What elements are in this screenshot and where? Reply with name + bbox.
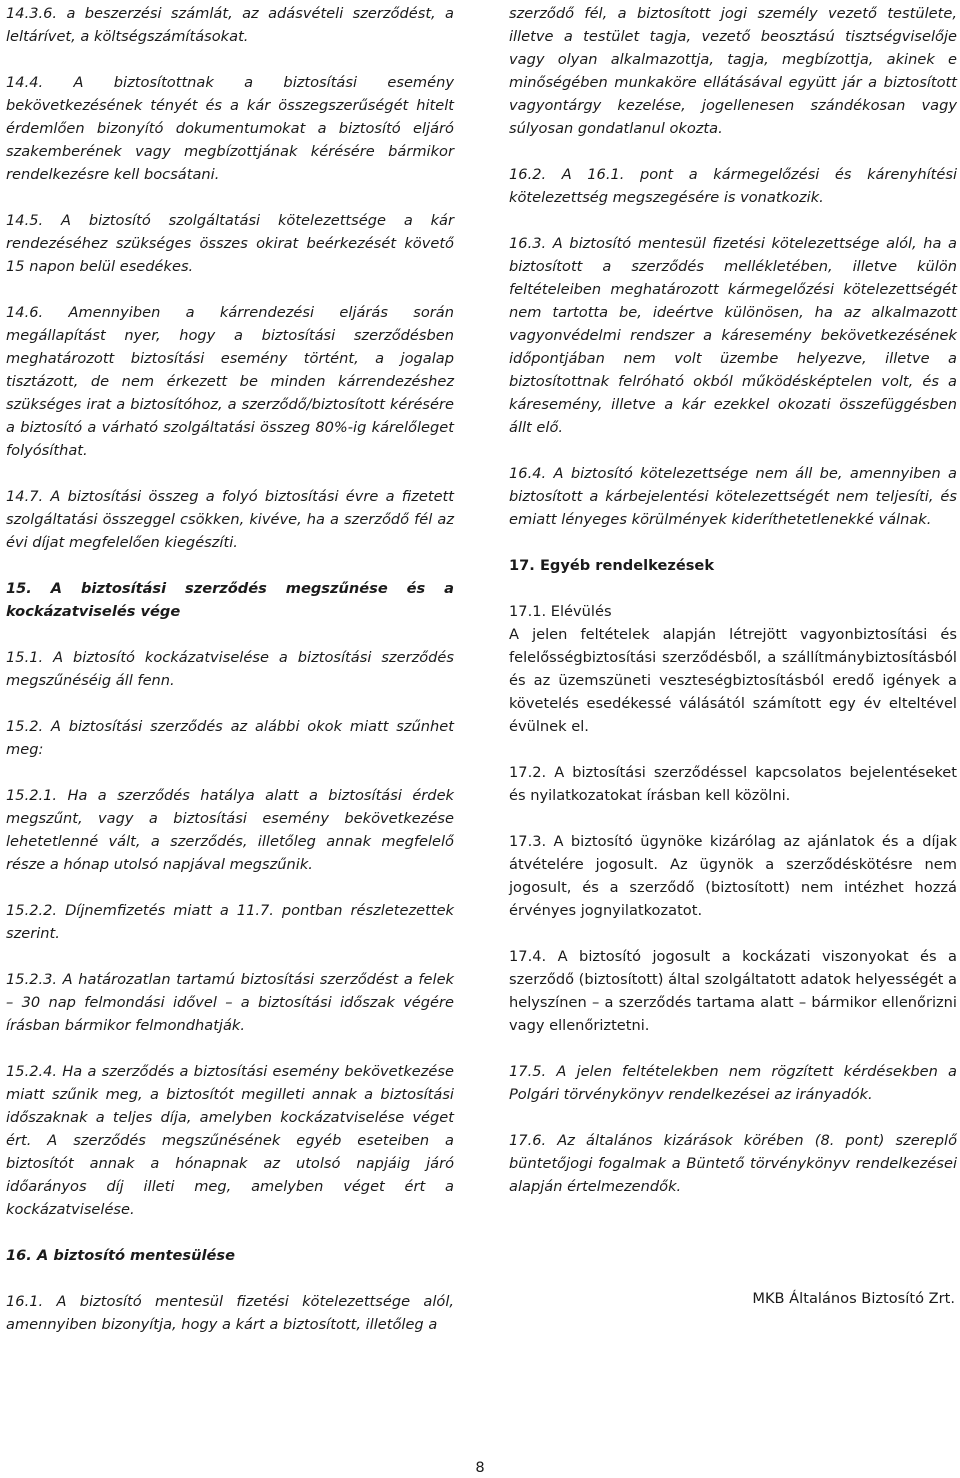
clause-body: A jelen feltételek alapján létrejött vagyonbiztosítási és felelősségbiztosítási szerződésből, a szállítmánybiztosításból és az üzemszüneti veszteségbiztosításból eredő igények a követelés esedékessé válásától számított egy év elteltével évülnek el. (509, 626, 957, 735)
clause-number: 17.5. (509, 1063, 547, 1080)
right-column (509, 2, 957, 1198)
clause-number: 14.7. (6, 488, 44, 505)
paragraph (6, 899, 454, 945)
clause-text: A biztosító szolgáltatási kötelezettsége a kár rendezéséhez szükséges összes okirat beérkezését követő 15 napon belül esedékes. (6, 212, 454, 275)
section-heading (6, 577, 454, 623)
section-heading (509, 554, 957, 577)
clause-text: A biztosítási szerződéssel kapcsolatos bejelentéseket és nyilatkozatokat írásban kell közölni. (509, 764, 957, 804)
clause-text: A biztosító kötelezettsége nem áll be, amennyiben a biztosított a kárbejelentési kötelezettségét nem teljesíti, és emiatt lényeges körülmények kideríthetetlenekké válnak. (509, 465, 958, 528)
left-column (6, 2, 454, 1336)
paragraph (509, 830, 957, 922)
section-heading (6, 1244, 454, 1267)
clause-number: 16.2. (509, 166, 547, 183)
clause-text: szerződő fél, a biztosított jogi személy vezető testülete, illetve a testület tagja, vezető beosztású tisztségviselője vagy olyan alkalmazottja, tagja, megbízottja, akinek e minőségében munkaköre ellátásával együtt jár a biztosított vagyontárgy kezelése, jogellenesen szándékosan vagy súlyosan gondatlanul okozta. (509, 5, 957, 137)
clause-number: 17.4. (509, 948, 547, 965)
clause-text: Az általános kizárások körében (8. pont) szereplő büntetőjogi fogalmak a Büntető törvénykönyv rendelkezései alapján értelmezendők. (509, 1132, 958, 1195)
clause-text: Ha a szerződés hatálya alatt a biztosítási érdek megszűnt, vagy a biztosítási esemény bekövetkezése lehetetlenné vált, a szerződés, illetőleg annak megfelelő része a hónap utolsó napjával megszűnik. (6, 787, 454, 873)
clause-text: Amennyiben a kárrendezési eljárás során megállapítást nyer, hogy a biztosítási szerződésben meghatározott biztosítási esemény történt, a jogalap tisztázott, de nem érkezett be minden kárrendezéshez szükséges irat a biztosítóhoz, a szerződő/biztosított kérésére a biztosító a várható szolgáltatási összeg 80%-ig kárelőleget folyósíthat. (6, 304, 455, 459)
clause-number: 17.3. (509, 833, 547, 850)
clause-text: A 16.1. pont a kármegelőzési és kárenyhítési kötelezettség megszegésére is vonatkozik. (509, 166, 958, 206)
clause-number: 15.2.4. (6, 1063, 58, 1080)
paragraph (6, 301, 454, 462)
clause-text: A biztosító jogosult a kockázati viszonyokat és a szerződő (biztosított) által szolgáltatott adatok helyességét a helyszínen – a szerződés tartama alatt – bármikor ellenőrizni vagy ellenőriztetni. (509, 948, 958, 1034)
clause-text: A biztosítottnak a biztosítási esemény bekövetkezésének tényét és a kár összegszerűségét hitelt érdemlően bizonyító dokumentumokat a biztosító eljáró szakemberének vagy megbízottjának kérésére bármikor rendelkezésre kell bocsátani. (6, 74, 455, 183)
paragraph (509, 462, 957, 531)
clause-text: A jelen feltételekben nem rögzített kérdésekben a Polgári törvénykönyv rendelkezései az irányadók. (509, 1063, 957, 1103)
clause-number: 16. (6, 1247, 32, 1264)
paragraph (6, 715, 454, 761)
clause-text: A határozatlan tartamú biztosítási szerződést a felek – 30 nap felmondási idővel – a biztosítási időszak végére írásban bármikor felmondhatják. (6, 971, 454, 1034)
clause-number: 17.6. (509, 1132, 547, 1149)
paragraph (6, 646, 454, 692)
paragraph (509, 232, 957, 439)
paragraph (6, 209, 454, 278)
paragraph (6, 784, 454, 876)
paragraph (509, 2, 957, 140)
clause-text: Egyéb rendelkezések (539, 557, 715, 574)
clause-text: Ha a szerződés a biztosítási esemény bekövetkezése miatt szűnik meg, a biztosítót megilleti annak a biztosítási időszaknak a teljes díja, amelyben kockázatviselése véget ért. A szerződés megszűnésének egyéb eseteiben a biztosítót annak a hónapnak az utolsó napjáig járó időarányos díj illeti meg, amelyben véget ért a kockázatviselése. (6, 1063, 454, 1218)
paragraph (6, 1060, 454, 1221)
clause-number: 15.2.2. (6, 902, 58, 919)
clause-text: A biztosító mentesülése (36, 1247, 235, 1264)
clause-text: A biztosító kockázatviselése a biztosítási szerződés megszűnéséig áll fenn. (6, 649, 454, 689)
clause-number: 17. (509, 557, 535, 574)
clause-text: A biztosítási szerződés megszűnése és a kockázatviselés vége (6, 580, 454, 620)
clause-text: A biztosító mentesül fizetési kötelezettsége alól, amennyiben bizonyítja, hogy a kárt a biztosított, illetőleg a (6, 1293, 455, 1333)
clause-number: 14.6. (6, 304, 44, 321)
clause-number: 15.1. (6, 649, 44, 666)
paragraph (6, 2, 454, 48)
paragraph (6, 71, 454, 186)
company-signature: MKB Általános Biztosító Zrt. (752, 1290, 955, 1307)
clause-text: A biztosító mentesül fizetési kötelezettsége alól, ha a biztosított a szerződés mellékletében, illetve külön feltételeiben meghatározott kármegelőzési kötelezettségét nem tartotta be, ideértve különösen, ha az alkalmazott vagyonvédelmi rendszer a káresemény bekövetkezésének időpontjában nem volt üzembe helyezve, illetve a biztosítottnak felróható okból működésképtelen volt, és a káresemény, illetve a kár ezekkel okozati összefüggésben állt elő. (509, 235, 957, 436)
paragraph (509, 761, 957, 807)
clause-number: 16.4. (509, 465, 547, 482)
paragraph (509, 600, 957, 738)
clause-number: 15. (6, 580, 32, 597)
clause-number: 14.4. (6, 74, 44, 91)
paragraph (509, 1060, 957, 1106)
clause-number: 16.3. (509, 235, 547, 252)
clause-number: 14.3.6. (6, 5, 58, 22)
clause-number: 15.2.3. (6, 971, 58, 988)
clause-text: a beszerzési számlát, az adásvételi szerződést, a leltárívet, a költségszámításokat. (6, 5, 454, 45)
page-number: 8 (475, 1459, 485, 1476)
clause-number: 17.2. (509, 764, 547, 781)
clause-text: Díjnemfizetés miatt a 11.7. pontban részletezettek szerint. (6, 902, 455, 942)
paragraph (509, 945, 957, 1037)
paragraph (6, 968, 454, 1037)
clause-number: 14.5. (6, 212, 44, 229)
clause-text: A biztosítási összeg a folyó biztosítási évre a fizetett szolgáltatási összeggel csökken, kivéve, ha a szerződő fél az évi díjat megfelelően kiegészíti. (6, 488, 454, 551)
paragraph (509, 163, 957, 209)
clause-text: A biztosító ügynöke kizárólag az ajánlatok és a díjak átvételére jogosult. Az ügynök a szerződéskötésre nem jogosult, és a szerződő (biztosított) nem intézhet hozzá érvényes jognyilatkozatot. (509, 833, 958, 919)
clause-text: A biztosítási szerződés az alábbi okok miatt szűnhet meg: (6, 718, 455, 758)
paragraph (509, 1129, 957, 1198)
clause-number: 16.1. (6, 1293, 44, 1310)
paragraph (6, 485, 454, 554)
clause-text: Elévülés (550, 603, 612, 620)
clause-number: 15.2.1. (6, 787, 58, 804)
clause-number: 15.2. (6, 718, 44, 735)
clause-number: 17.1. (509, 603, 547, 620)
paragraph (6, 1290, 454, 1336)
